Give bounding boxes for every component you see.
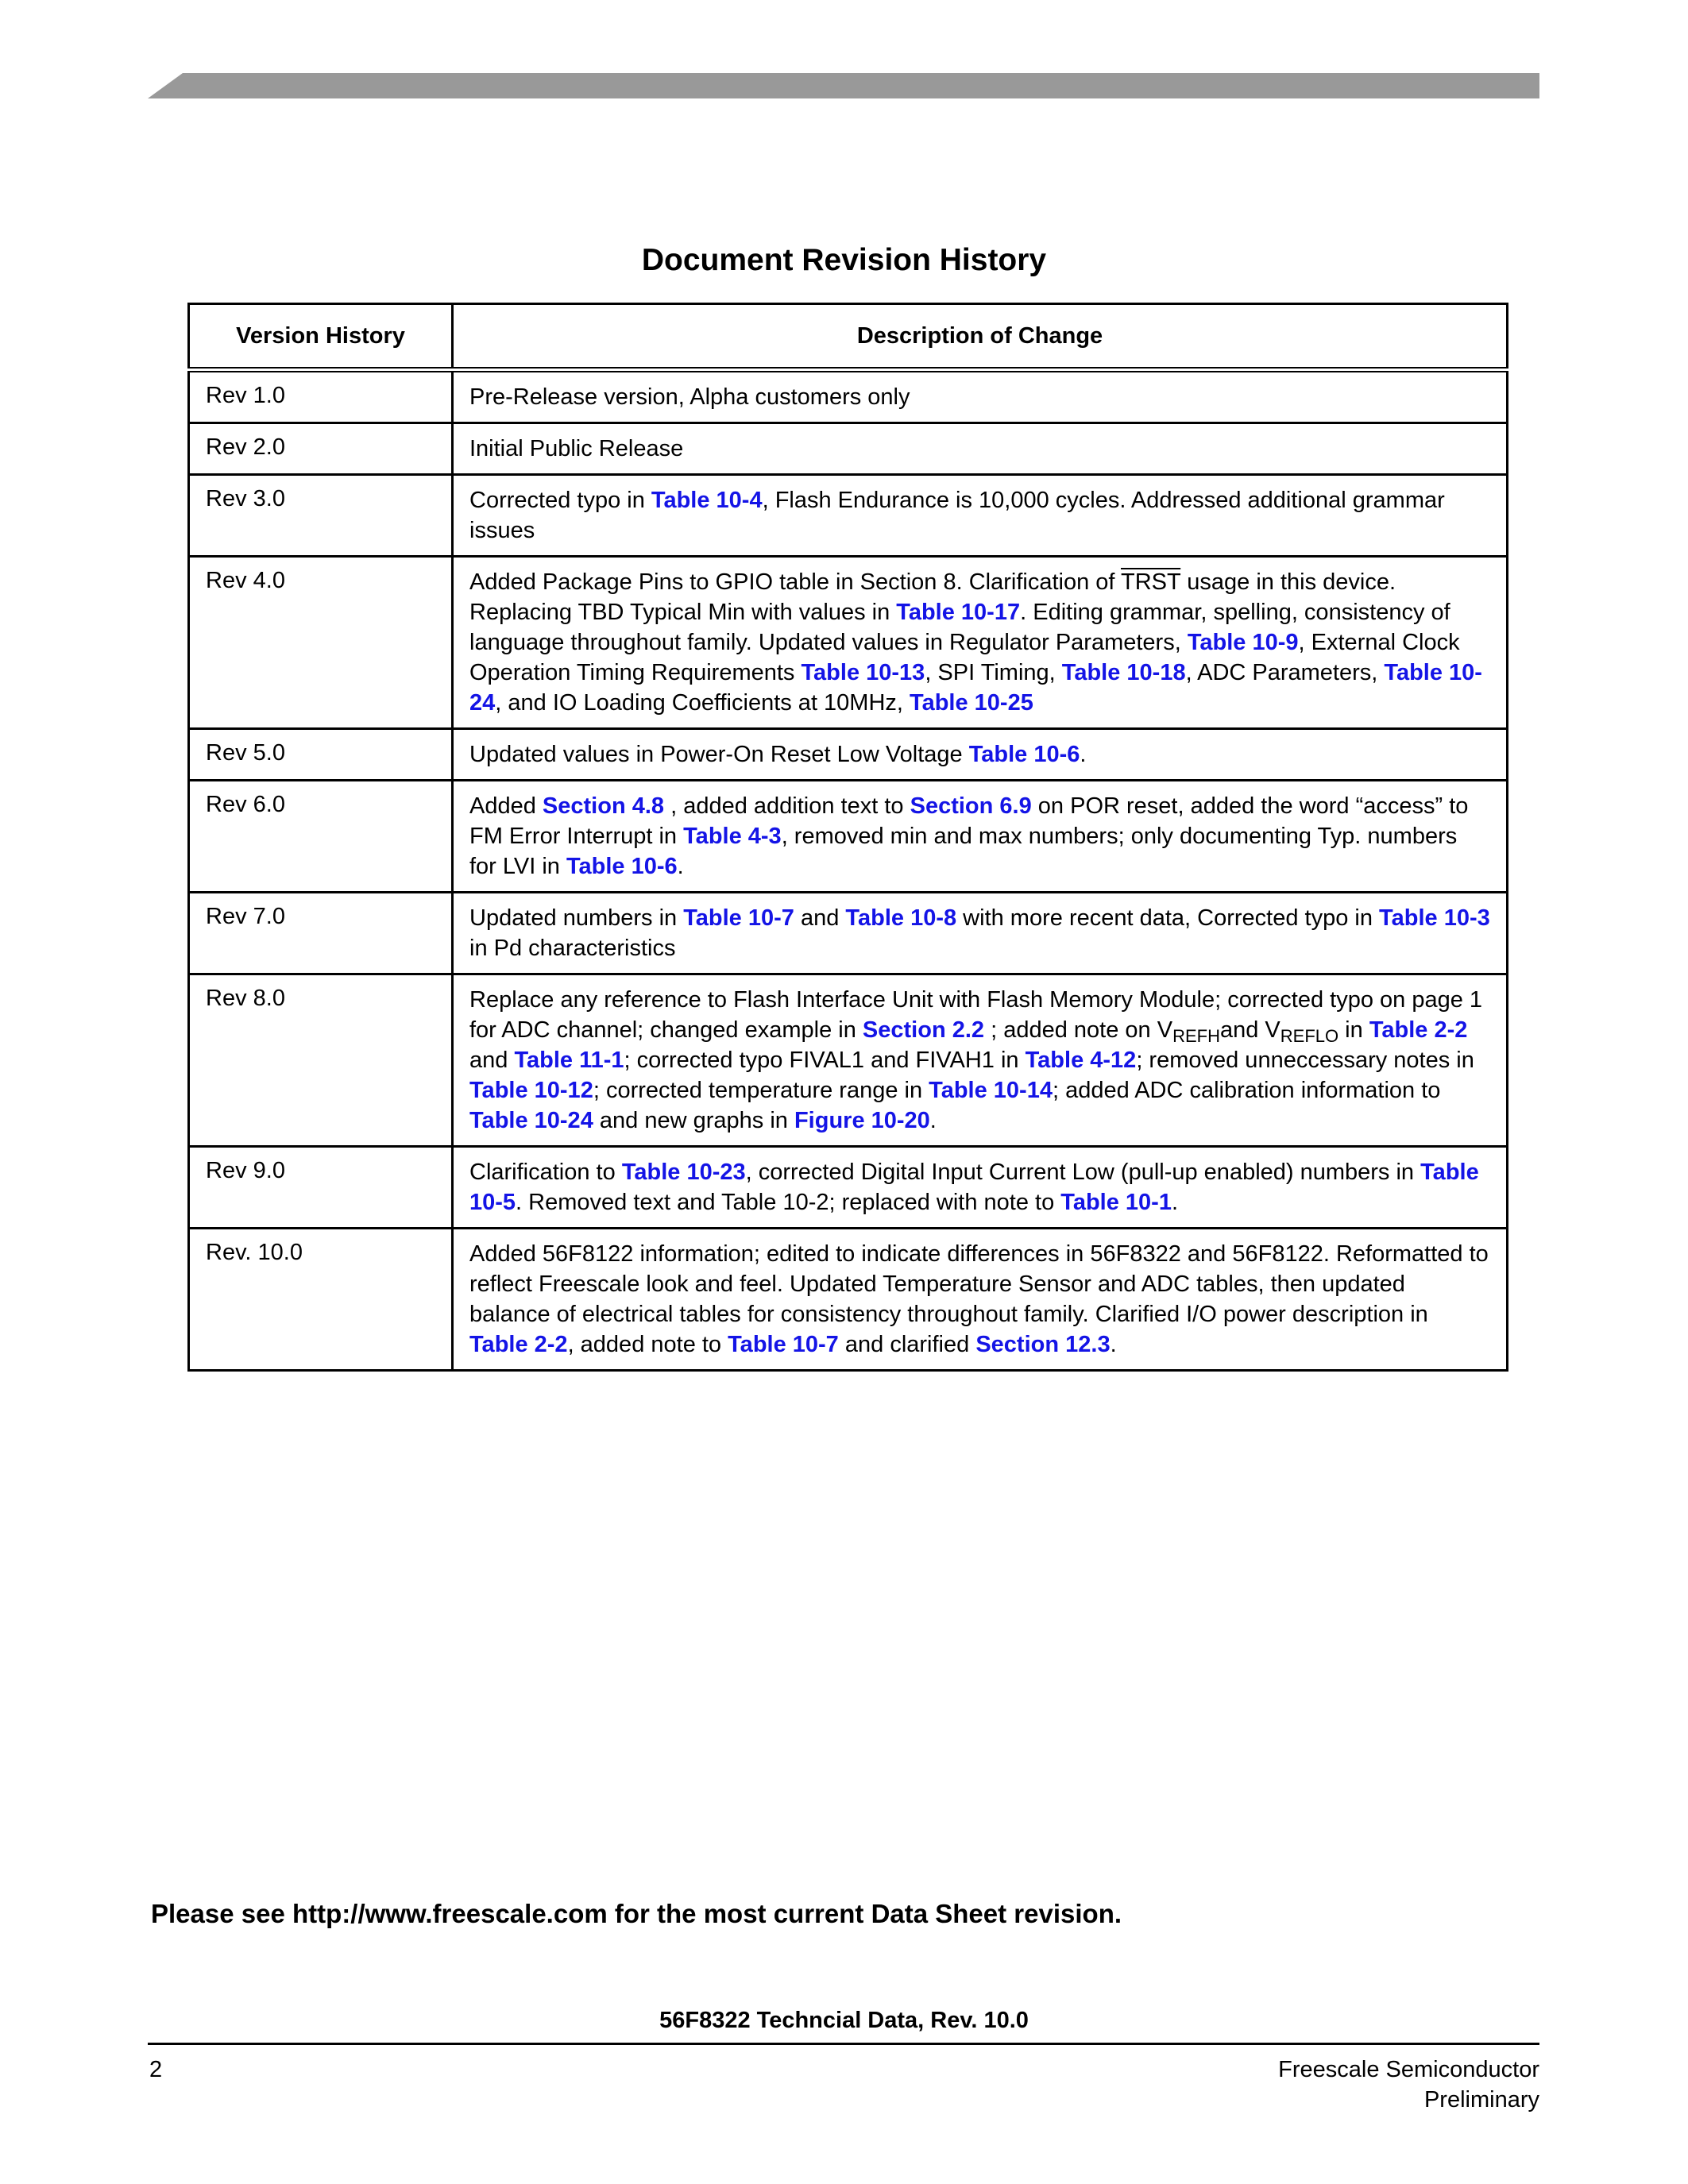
column-header-version: Version History: [189, 304, 453, 370]
description-text: .: [1110, 1332, 1117, 1357]
description-text: Replace any reference to Flash Interface Unit with Flash Memory Module; corrected typo on page 1 for ADC channel; changed example in: [469, 987, 1483, 1043]
version-cell: Rev 6.0: [189, 781, 453, 893]
cross-reference-link[interactable]: Table 10-7: [728, 1332, 839, 1357]
table-row: [189, 729, 1508, 781]
description-text: and V: [1219, 1017, 1280, 1043]
description-text: . Removed text and Table 10-2; replaced with note to: [516, 1190, 1061, 1215]
version-cell: Rev. 10.0: [189, 1229, 453, 1371]
page-title: Document Revision History: [641, 243, 1047, 277]
column-header-description: Description of Change: [453, 304, 1508, 370]
description-cell: [453, 893, 1508, 974]
description-text: with more recent data, Corrected typo in: [956, 905, 1380, 931]
description-text: , and IO Loading Coefficients at 10MHz,: [495, 690, 910, 716]
description-text: Updated numbers in: [469, 905, 684, 931]
description-text: .: [677, 854, 684, 879]
version-cell: Rev 9.0: [189, 1147, 453, 1229]
cross-reference-link[interactable]: Section 12.3: [975, 1332, 1111, 1357]
description-text: , corrected Digital Input Current Low (pull-up enabled) numbers in: [745, 1160, 1421, 1185]
cross-reference-link[interactable]: Table 10-3: [1379, 905, 1490, 931]
cross-reference-link[interactable]: Table 10-8: [845, 905, 957, 931]
description-text: ; added ADC calibration information to: [1052, 1078, 1441, 1103]
table-row: [189, 893, 1508, 974]
description-cell: [453, 557, 1508, 729]
cross-reference-link[interactable]: Table 10-23: [621, 1160, 746, 1185]
version-cell: Rev 4.0: [189, 557, 453, 729]
footer-rule: [148, 2043, 1539, 2045]
cross-reference-link[interactable]: Table 2-2: [1369, 1017, 1468, 1043]
table-row: [189, 1147, 1508, 1229]
cross-reference-link[interactable]: Table 10-6: [968, 742, 1080, 767]
table-header-row: [189, 304, 1508, 370]
description-text: and: [794, 905, 846, 931]
description-cell: [453, 729, 1508, 781]
trst-signal-name: TRST: [1121, 569, 1181, 595]
description-cell: [453, 370, 1508, 423]
description-cell: [453, 1147, 1508, 1229]
cross-reference-link[interactable]: Section 2.2: [862, 1017, 985, 1043]
description-text: , SPI Timing,: [925, 660, 1062, 685]
description-text: Clarification to: [469, 1160, 622, 1185]
description-text: ; corrected temperature range in: [593, 1078, 929, 1103]
header-bar: [148, 73, 1539, 98]
description-text: Added Package Pins to GPIO table in Section 8. Clarification of: [469, 569, 1121, 595]
description-text: .: [1080, 742, 1087, 767]
description-text: Initial Public Release: [469, 436, 684, 461]
version-cell: Rev 2.0: [189, 423, 453, 475]
description-text: usage in this device. Replacing TBD Typical Min with values in: [469, 569, 1396, 625]
description-text: on POR reset, added the word “access” to FM Error Interrupt in: [469, 793, 1469, 849]
description-text: Added: [469, 793, 543, 819]
cross-reference-link[interactable]: Section 4.8: [542, 793, 665, 819]
datasheet-notice: Please see http://www.freescale.com for the most current Data Sheet revision.: [151, 1899, 1122, 1928]
description-text: . Editing grammar, spelling, consistency of language throughout family. Updated values in Regulator Parameters,: [469, 600, 1450, 655]
table-row: [189, 781, 1508, 893]
version-cell: Rev 1.0: [189, 370, 453, 423]
cross-reference-link[interactable]: Table 4-12: [1025, 1048, 1137, 1073]
description-text: and new graphs in: [593, 1108, 794, 1133]
cross-reference-link[interactable]: Table 10-1: [1060, 1190, 1172, 1215]
cross-reference-link[interactable]: Table 10-9: [1187, 630, 1299, 655]
description-text: .: [1171, 1190, 1179, 1215]
cross-reference-link[interactable]: Figure 10-20: [794, 1108, 930, 1133]
cross-reference-link[interactable]: Table 10-13: [801, 660, 925, 685]
version-cell: Rev 7.0: [189, 893, 453, 974]
cross-reference-link[interactable]: Table 10-5: [469, 1160, 1479, 1215]
description-cell: [453, 475, 1508, 557]
cross-reference-link[interactable]: Table 10-18: [1061, 660, 1186, 685]
description-text: , added note to: [567, 1332, 728, 1357]
description-text: , External Clock Operation Timing Requirements: [469, 630, 1460, 685]
table-row: [189, 1229, 1508, 1371]
footer-company: Freescale Semiconductor: [1278, 2057, 1539, 2082]
description-text: and clarified: [838, 1332, 976, 1357]
cross-reference-link[interactable]: Table 10-17: [896, 600, 1021, 625]
cross-reference-link[interactable]: Table 10-25: [910, 690, 1033, 716]
table-row: [189, 475, 1508, 557]
cross-reference-link[interactable]: Table 10-24: [469, 1108, 593, 1133]
cross-reference-link[interactable]: Table 4-3: [683, 824, 782, 849]
page-number: 2: [149, 2057, 163, 2082]
description-text: ; removed unneccessary notes in: [1136, 1048, 1474, 1073]
table-row: [189, 557, 1508, 729]
cross-reference-link[interactable]: Table 10-12: [469, 1078, 593, 1103]
cross-reference-link[interactable]: Table 10-6: [566, 854, 678, 879]
description-text: , removed min and max numbers; only documenting Typ. numbers for LVI in: [469, 824, 1458, 879]
version-cell: Rev 5.0: [189, 729, 453, 781]
table-row: [189, 423, 1508, 475]
cross-reference-link[interactable]: Table 11-1: [514, 1048, 624, 1073]
cross-reference-link[interactable]: Table 10-24: [469, 660, 1482, 716]
description-cell: [453, 423, 1508, 475]
description-text: in: [1338, 1017, 1369, 1043]
description-text: .: [929, 1108, 937, 1133]
version-cell: Rev 3.0: [189, 475, 453, 557]
description-cell: [453, 974, 1508, 1147]
description-text: , Flash Endurance is 10,000 cycles. Addressed additional grammar issues: [469, 488, 1445, 543]
version-cell: Rev 8.0: [189, 974, 453, 1147]
description-text: , added addition text to: [664, 793, 910, 819]
description-text: Pre-Release version, Alpha customers only: [469, 384, 910, 410]
revision-table: [187, 303, 1508, 1372]
description-cell: [453, 1229, 1508, 1371]
description-cell: [453, 781, 1508, 893]
description-text: , ADC Parameters,: [1185, 660, 1385, 685]
table-row: [189, 974, 1508, 1147]
cross-reference-link[interactable]: Table 10-4: [651, 488, 763, 513]
description-text: Corrected typo in: [469, 488, 651, 513]
subscript-reflo: REFLO: [1280, 1026, 1339, 1046]
description-text: ; corrected typo FIVAL1 and FIVAH1 in: [624, 1048, 1026, 1073]
cross-reference-link[interactable]: Section 6.9: [910, 793, 1032, 819]
description-text: Updated values in Power-On Reset Low Voltage: [469, 742, 969, 767]
description-text: Added 56F8122 information; edited to indicate differences in 56F8322 and 56F8122. Reformatted to reflect Freescale look and feel. Updated Temperature Sensor and ADC tables, then updated balance of electrical tables for consistency throughout family. Clarified I/O power description in: [469, 1241, 1489, 1327]
cross-reference-link[interactable]: Table 10-14: [929, 1078, 1053, 1103]
footer-status: Preliminary: [1423, 2087, 1539, 2113]
description-text: ; added note on V: [984, 1017, 1173, 1043]
subscript-refh: REFH: [1172, 1026, 1220, 1046]
footer-document-title: 56F8322 Techncial Data, Rev. 10.0: [659, 2008, 1029, 2033]
table-row: [189, 370, 1508, 423]
description-text: in Pd characteristics: [469, 936, 676, 961]
cross-reference-link[interactable]: Table 10-7: [683, 905, 794, 931]
cross-reference-link[interactable]: Table 2-2: [469, 1332, 568, 1357]
description-text: and: [469, 1048, 515, 1073]
